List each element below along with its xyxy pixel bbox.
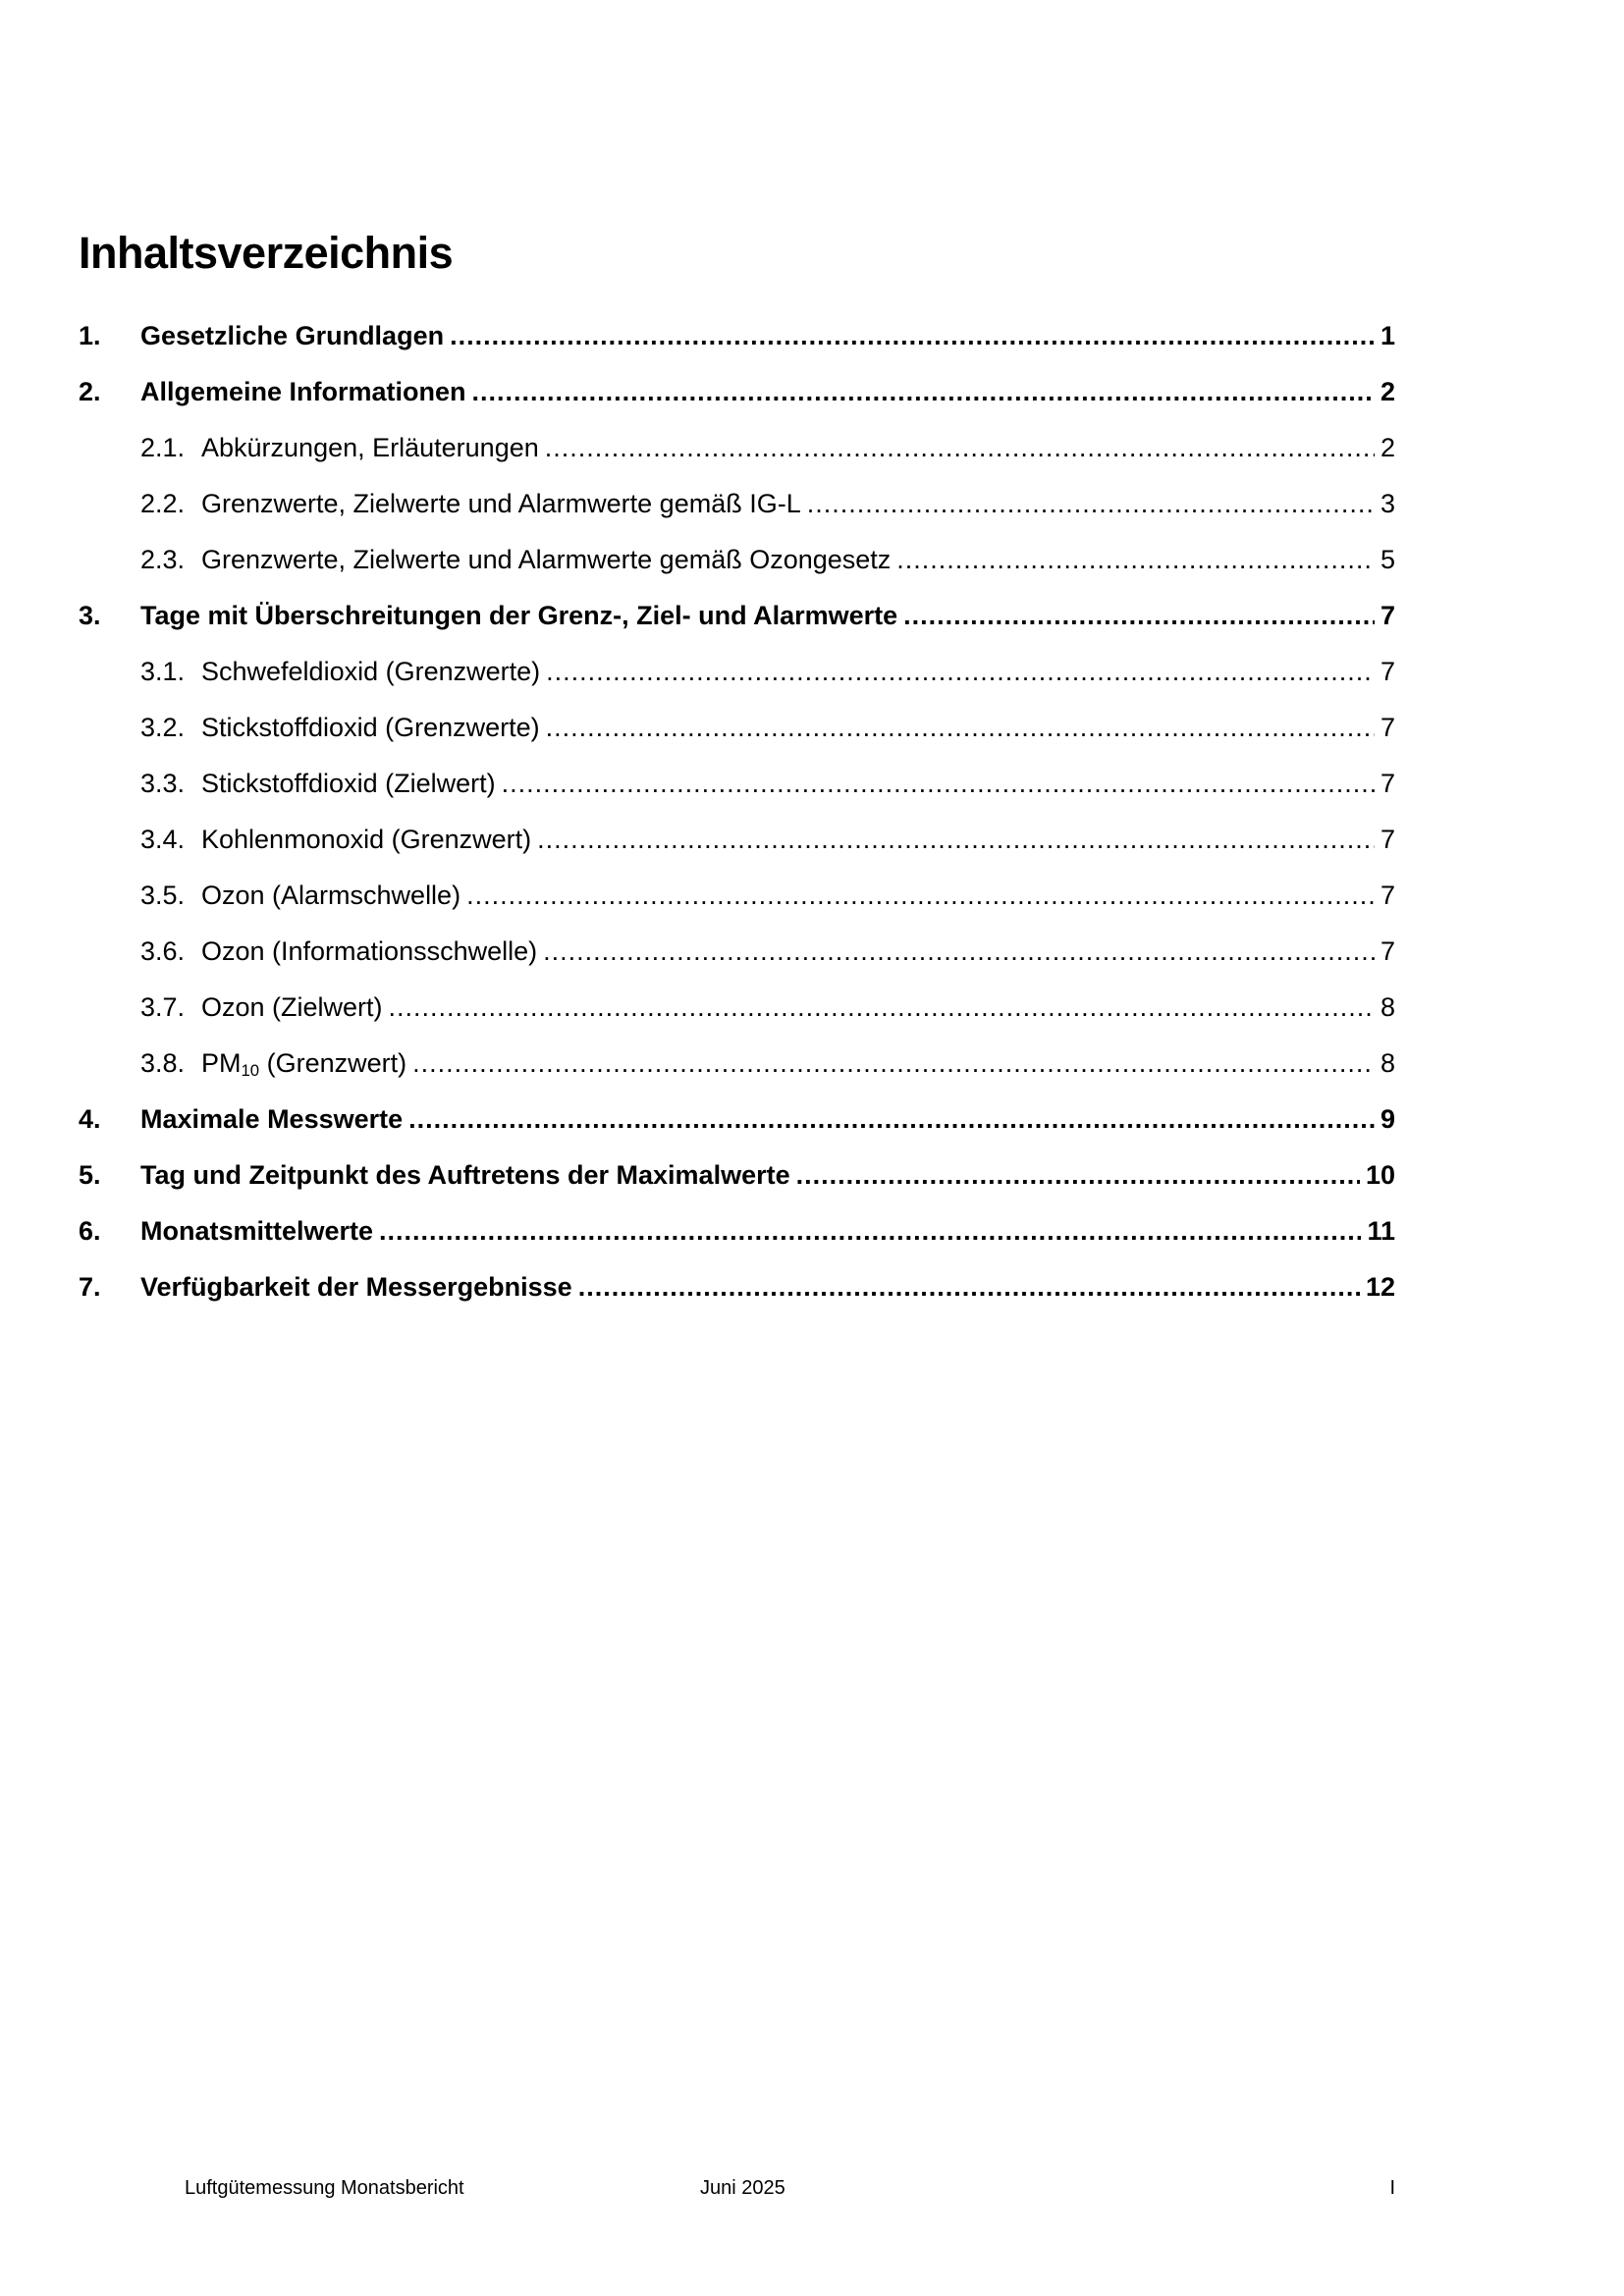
toc-entry-page: 7 bbox=[1380, 601, 1395, 630]
toc-entry-label: Ozon (Alarmschwelle) bbox=[201, 881, 461, 910]
toc-entry-page: 3 bbox=[1380, 489, 1395, 518]
toc-entry-number: 3.2. bbox=[140, 713, 186, 742]
toc-entry-label: Abkürzungen, Erläuterungen bbox=[201, 433, 539, 462]
dot-leader bbox=[543, 934, 1375, 970]
toc-entry-label: Allgemeine Informationen bbox=[140, 377, 466, 406]
dot-leader bbox=[389, 989, 1375, 1026]
toc-entry-3[interactable] bbox=[79, 598, 1395, 634]
toc-entry-page: 7 bbox=[1380, 713, 1395, 742]
table-of-contents bbox=[79, 318, 1395, 1306]
toc-entry-label: Ozon (Zielwert) bbox=[201, 992, 383, 1022]
dot-leader bbox=[450, 318, 1375, 354]
toc-entry-label: Gesetzliche Grundlagen bbox=[140, 321, 445, 350]
toc-entry-3-7[interactable] bbox=[79, 989, 1395, 1026]
toc-entry-page: 2 bbox=[1380, 433, 1395, 462]
toc-entry-3-3[interactable] bbox=[79, 766, 1395, 802]
toc-entry-number: 3. bbox=[79, 601, 101, 630]
toc-entry-3-5[interactable] bbox=[79, 878, 1395, 914]
toc-entry-label bbox=[201, 1045, 406, 1082]
toc-entry-3-4[interactable] bbox=[79, 822, 1395, 858]
toc-entry-2[interactable] bbox=[79, 374, 1395, 410]
toc-entry-label: Ozon (Informationsschwelle) bbox=[201, 936, 538, 966]
toc-entry-label: Verfügbarkeit der Messergebnisse bbox=[140, 1272, 572, 1302]
toc-entry-number: 2.2. bbox=[140, 489, 186, 518]
toc-entry-number: 4. bbox=[79, 1104, 101, 1134]
footer-page-number: I bbox=[1389, 2177, 1395, 2199]
toc-entry-1[interactable] bbox=[79, 318, 1395, 354]
toc-entry-3-6[interactable] bbox=[79, 934, 1395, 970]
toc-entry-number: 3.8. bbox=[140, 1048, 186, 1078]
toc-entry-5[interactable] bbox=[79, 1157, 1395, 1194]
toc-entry-6[interactable] bbox=[79, 1213, 1395, 1250]
toc-entry-label: Monatsmittelwerte bbox=[140, 1216, 374, 1246]
toc-entry-number: 3.7. bbox=[140, 992, 186, 1022]
toc-entry-number: 2.3. bbox=[140, 545, 186, 574]
footer-document-title: Luftgütemessung Monatsbericht bbox=[185, 2177, 464, 2199]
toc-entry-number: 2. bbox=[79, 377, 101, 406]
page-title: Inhaltsverzeichnis bbox=[79, 228, 454, 278]
toc-entry-label: Maximale Messwerte bbox=[140, 1104, 404, 1134]
toc-entry-page: 8 bbox=[1380, 992, 1395, 1022]
toc-entry-label: Kohlenmonoxid (Grenzwert) bbox=[201, 825, 532, 854]
toc-entry-number: 2.1. bbox=[140, 433, 186, 462]
dot-leader bbox=[546, 654, 1375, 690]
toc-entry-label: Stickstoffdioxid (Grenzwerte) bbox=[201, 713, 540, 742]
dot-leader bbox=[412, 1045, 1375, 1082]
toc-entry-2-3[interactable] bbox=[79, 542, 1395, 578]
dot-leader bbox=[408, 1101, 1375, 1138]
toc-entry-page: 7 bbox=[1380, 936, 1395, 966]
toc-entry-label: Tage mit Überschreitungen der Grenz-, Ziel- und Alarmwerte bbox=[140, 601, 898, 630]
dot-leader bbox=[472, 374, 1375, 410]
dot-leader bbox=[578, 1269, 1360, 1306]
footer-period: Juni 2025 bbox=[700, 2177, 785, 2199]
toc-entry-7[interactable] bbox=[79, 1269, 1395, 1306]
toc-entry-2-1[interactable] bbox=[79, 430, 1395, 466]
toc-entry-2-2[interactable] bbox=[79, 486, 1395, 522]
dot-leader bbox=[545, 430, 1375, 466]
toc-entry-label: Schwefeldioxid (Grenzwerte) bbox=[201, 657, 541, 686]
toc-entry-number: 3.4. bbox=[140, 825, 186, 854]
toc-entry-number: 3.3. bbox=[140, 769, 186, 798]
toc-entry-page: 7 bbox=[1380, 881, 1395, 910]
toc-entry-label: Grenzwerte, Zielwerte und Alarmwerte gemäß IG-L bbox=[201, 489, 801, 518]
toc-entry-number: 3.5. bbox=[140, 881, 186, 910]
toc-entry-page: 8 bbox=[1380, 1048, 1395, 1078]
toc-entry-number: 3.1. bbox=[140, 657, 186, 686]
toc-entry-label: Grenzwerte, Zielwerte und Alarmwerte gemäß Ozongesetz bbox=[201, 545, 892, 574]
toc-entry-label: Tag und Zeitpunkt des Auftretens der Maximalwerte bbox=[140, 1160, 790, 1190]
toc-entry-number: 6. bbox=[79, 1216, 101, 1246]
dot-leader bbox=[796, 1157, 1360, 1194]
toc-entry-label-text: (Grenzwert) bbox=[259, 1048, 407, 1078]
toc-entry-page: 5 bbox=[1380, 545, 1395, 574]
dot-leader bbox=[896, 542, 1375, 578]
dot-leader bbox=[502, 766, 1375, 802]
toc-entry-page: 9 bbox=[1380, 1104, 1395, 1134]
toc-entry-number: 5. bbox=[79, 1160, 101, 1190]
toc-entry-number: 7. bbox=[79, 1272, 101, 1302]
toc-entry-page: 1 bbox=[1380, 321, 1395, 350]
dot-leader bbox=[466, 878, 1375, 914]
toc-entry-page: 12 bbox=[1365, 1272, 1395, 1302]
toc-entry-3-8[interactable] bbox=[79, 1045, 1395, 1082]
toc-entry-page: 7 bbox=[1380, 769, 1395, 798]
toc-entry-3-2[interactable] bbox=[79, 710, 1395, 746]
toc-entry-number: 1. bbox=[79, 321, 101, 350]
toc-entry-page: 2 bbox=[1380, 377, 1395, 406]
toc-entry-page: 7 bbox=[1380, 825, 1395, 854]
toc-entry-page: 7 bbox=[1380, 657, 1395, 686]
dot-leader bbox=[807, 486, 1375, 522]
toc-entry-page: 10 bbox=[1365, 1160, 1395, 1190]
page-footer bbox=[0, 2175, 1624, 2203]
dot-leader bbox=[379, 1213, 1361, 1250]
toc-entry-label: Stickstoffdioxid (Zielwert) bbox=[201, 769, 496, 798]
dot-leader bbox=[546, 710, 1375, 746]
toc-entry-label-subscript: 10 bbox=[241, 1060, 260, 1080]
toc-entry-4[interactable] bbox=[79, 1101, 1395, 1138]
dot-leader bbox=[903, 598, 1375, 634]
toc-entry-label-text: PM bbox=[201, 1048, 242, 1078]
dot-leader bbox=[537, 822, 1375, 858]
toc-content bbox=[79, 228, 1395, 1325]
toc-entry-3-1[interactable] bbox=[79, 654, 1395, 690]
toc-entry-page: 11 bbox=[1367, 1216, 1395, 1246]
toc-entry-number: 3.6. bbox=[140, 936, 186, 966]
